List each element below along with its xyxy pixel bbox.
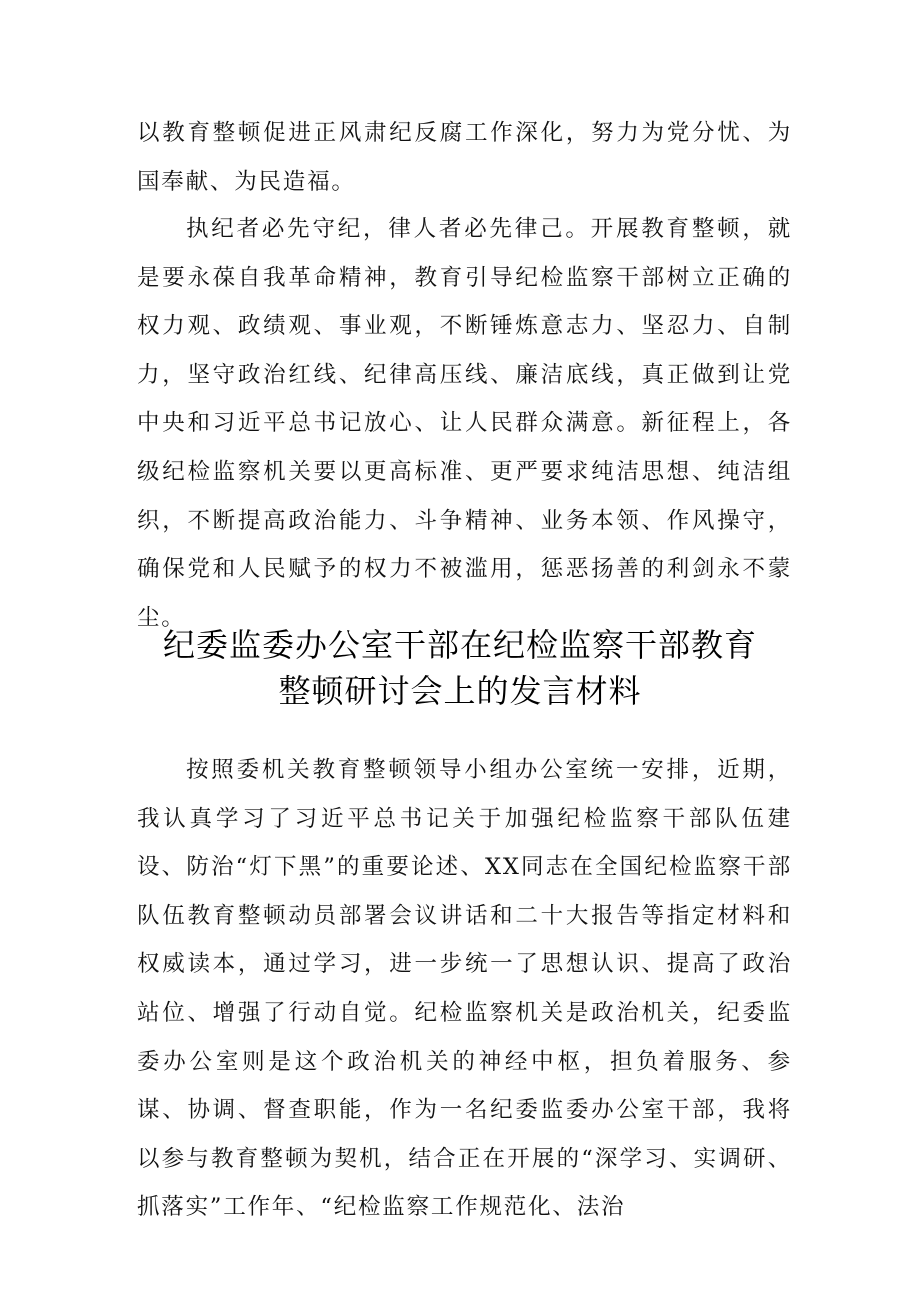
paragraph-self-discipline: 执纪者必先守纪，律人者必先律己。开展教育整顿，就是要永葆自我革命精神，教育引导纪检监察干部树立正确的权力观、政绩观、事业观，不断锤炼意志力、坚忍力、自制力，坚守政治红线、纪律高压线、廉洁底线，真正做到让党中央和习近平总书记放心、让人民群众满意。新征程上，各级纪检监察机关要以更高标准、更严要求纯洁思想、纯洁组织，不断提高政治能力、斗争精神、业务本领、作风操守，确保党和人民赋予的权力不被滥用，惩恶扬善的利剑永不蒙尘。 <box>137 216 792 631</box>
title-line-1: 纪委监委办公室干部在纪检监察干部教育 <box>162 626 757 664</box>
paragraph-speech-intro: 按照委机关教育整顿领导小组办公室统一安排，近期，我认真学习了习近平总书记关于加强纪检监察干部队伍建设、防治“灯下黑”的重要论述、XX同志在全国纪检监察干部队伍教育整顿动员部署会议讲话和二十大报告等指定材料和权威读本，通过学习，进一步统一了思想认识、提高了政治站位、增强了行动自觉。纪检监察机关是政治机关，纪委监委办公室则是这个政治机关的神经中枢，担负着服务、参谋、协调、督查职能，作为一名纪委监委办公室干部，我将以参与教育整顿为契机，结合正在开展的“深学习、实调研、抓落实”工作年、“纪检监察工作规范化、法治 <box>137 757 792 1221</box>
title-line-2: 整顿研讨会上的发言材料 <box>278 672 642 710</box>
paragraph-continuation: 以教育整顿促进正风肃纪反腐工作深化，努力为党分忧、为国奉献、为民造福。 <box>137 120 792 195</box>
section-title <box>100 622 820 714</box>
